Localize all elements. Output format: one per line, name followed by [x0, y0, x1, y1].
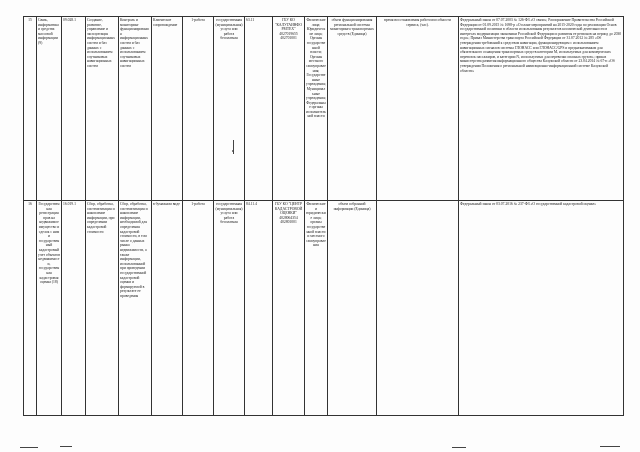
- okved-code: 63.11: [245, 17, 273, 201]
- scan-artifact: [452, 447, 466, 448]
- measure-unit: 1-работа: [183, 17, 214, 201]
- quality-indicator: [377, 201, 459, 416]
- scan-artifact: [60, 446, 72, 447]
- row-number: 16: [24, 201, 37, 416]
- work-content: Сбор, обработка, систематизация и накопление информации, при определении кадастровой стоимости: [86, 201, 119, 416]
- service-type: государственная (муниципальная) услуга или работа бесплатная: [214, 17, 245, 201]
- row-number: 15: [24, 17, 37, 201]
- consumer-category: Физические лица; Юридические лица; Органы государственной власти; Органы местного самоуправления; Государственные учреждения; Муниципальные учреждения; Федеральные органы исполнительной власти: [305, 17, 328, 201]
- work-subcontent: Контроль и мониторинг функционирования информационных систем и баз данных с использованием спутниковых навигационных систем: [119, 17, 152, 201]
- quality-indicator: время восстановления работоспособности сервиса, (час).: [377, 17, 459, 201]
- activity-area: Связь, информатика и средства массовой информации (9): [37, 17, 62, 201]
- consumer-category: Физические и юридические лица; органы государственной власти и местного самоуправления: [305, 201, 328, 416]
- table-row: [24, 17, 624, 201]
- scan-artifact: [600, 446, 620, 447]
- work-subcontent: Сбор, обработка, систематизация и накопление информации, необходимой для определения кадастровой стоимости, в том числе о данных рынка недвижимости, а также информации, использованной при проведении государственной кадастровой оценки и формируемой в результате ее проведения: [119, 201, 152, 416]
- volume-indicator: объем собранной информации (Единица): [328, 201, 377, 416]
- volume-indicator: объем функционирования региональной системы мониторинга транспортных средств (Единица): [328, 17, 377, 201]
- service-type: государственная (муниципальная) услуга или работа бесплатная: [214, 201, 245, 416]
- provider-institution: ГБУ КО "ЦЕНТР КАДАСТРОВОЙ ОЦЕНКИ" 4028064354 402801001: [273, 201, 305, 416]
- legal-basis: Федеральный закон от 07.07.2003 № 126-ФЗ «О связи»; Распоряжение Правительства Российской Федерации от 01.09.2015 № 1698-р «О плане мероприятий на 2015-2020 годы по реализации Основ государственной политики в области использования результатов космической деятельности в интересах модернизации экономики Российской Федерации и развития ее регионов на период до 2030 года»; Приказ Министерства транспорта Российской Федерации от 31.07.2012 № 285 «Об утверждении требований к средствам навигации, функционирующим с использованием навигационных сигналов системы ГЛОНАСС или ГЛОНАСС/GPS и предназначенным для обязательного оснащения транспортных средств категории М, используемых для коммерческих перевозок пассажиров, и категории N, используемых для перевозки опасных грузов»; приказ министерства развития информационного общества Калужской области от 23.04.2014 № 67-п «Об утверждении Положения о региональной навигационно-информационной системе Калужской области»: [459, 17, 624, 201]
- activity-area: Государственная регистрация прав на недвижимое имущество и сделок с ним и государственный кадастровый учет объектов недвижимости, государственная кадастровая оценка (18): [37, 201, 62, 416]
- scan-artifact: [20, 447, 38, 448]
- registry-table: [23, 16, 624, 416]
- work-category: Клиентское сопровождение: [152, 17, 183, 201]
- work-content: Создание, развитие, управление и эксплуатация информационных систем и баз данных с использованием спутниковых навигационных систем: [86, 17, 119, 201]
- scan-artifact: [233, 140, 234, 154]
- okved-code: 84.11.4: [245, 201, 273, 416]
- legal-basis: Федеральный закон от 03.07.2016 № 237-ФЗ «О государственной кадастровой оценке»: [459, 201, 624, 416]
- registry-code: 09.028.1: [62, 17, 86, 201]
- registry-code: 16.019.1: [62, 201, 86, 416]
- work-category: в бумажном виде: [152, 201, 183, 416]
- table-row: [24, 201, 624, 416]
- provider-institution: ГБУ КО "КАЛУГАИНФОРМТЕХ" 4027019655 402701001: [273, 17, 305, 201]
- measure-unit: 1-работа: [183, 201, 214, 416]
